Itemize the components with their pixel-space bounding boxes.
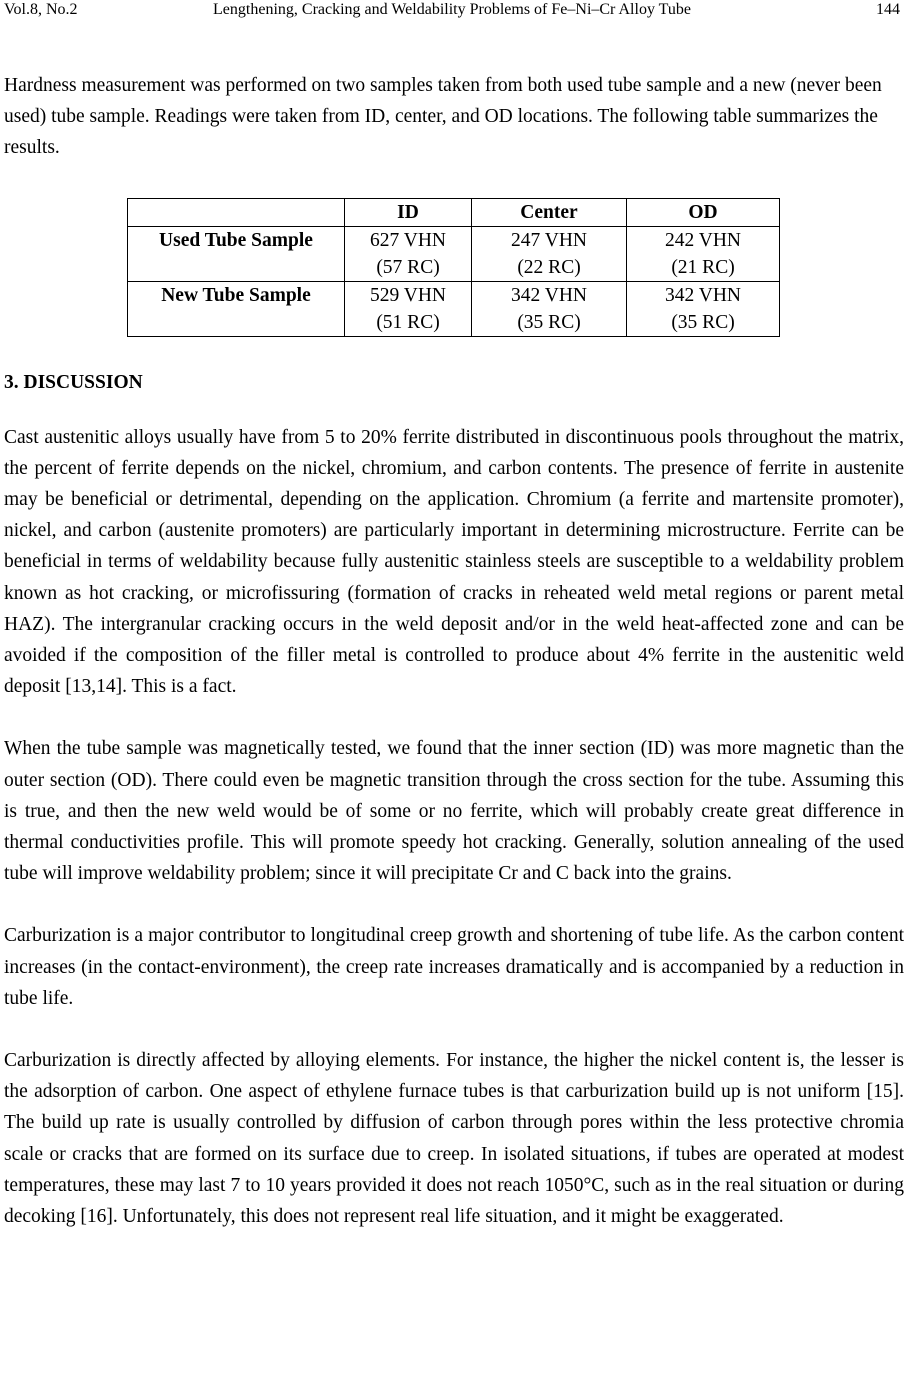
table-cell	[472, 226, 627, 281]
vhn-value: 342 VHN	[664, 284, 742, 306]
hardness-table	[127, 198, 780, 337]
table-header-cell	[128, 198, 345, 226]
table-cell	[627, 281, 780, 336]
vhn-value: 529 VHN	[369, 284, 447, 306]
vhn-value: 627 VHN	[369, 229, 447, 251]
body-paragraph: Cast austenitic alloys usually have from 5 to 20% ferrite distributed in discontinuous pools throughout the matrix, the percent of ferrite depends on the nickel, chromium, and carbon contents. The presence of ferrite in austenite may be beneficial or detrimental, depending on the application. Chromium (a ferrite and martensite promoter), nickel, and carbon (austenite promoters) are particularly important in determining microstructure. Ferrite can be beneficial in terms of weldability because fully austenitic stainless steels are susceptible to a weldability problem known as hot cracking, or microfissuring (formation of cracks in reheated weld metal regions or parent metal HAZ). The intergranular cracking occurs in the weld deposit and/or in the weld heat-affected zone and can be avoided if the composition of the filler metal is controlled to produce about 4% ferrite in the austenitic weld deposit [13,14]. This is a fact.	[4, 426, 904, 698]
rc-value: (57 RC)	[376, 256, 440, 278]
vhn-value: 242 VHN	[664, 229, 742, 251]
rc-value: (51 RC)	[376, 311, 440, 333]
rc-value: (35 RC)	[671, 311, 735, 333]
running-title: Lengthening, Cracking and Weldability Problems of Fe–Ni–Cr Alloy Tube	[213, 1, 691, 18]
vhn-value: 342 VHN	[510, 284, 588, 306]
table-cell	[345, 281, 472, 336]
body-paragraph: When the tube sample was magnetically tested, we found that the inner section (ID) was more magnetic than the outer section (OD). There could even be magnetic transition through the cross section for the tube. Assuming this is true, and then the new weld would be of some or no ferrite, which will probably create great difference in thermal conductivities profile. This will promote speedy hot cracking. Generally, solution annealing of the used tube will improve weldability problem; since it will precipitate Cr and C back into the grains.	[4, 738, 904, 885]
rc-value: (35 RC)	[517, 311, 581, 333]
table-row	[128, 226, 780, 281]
intro-paragraph: Hardness measurement was performed on two samples taken from both used tube sample and a new (never been used) tube sample. Readings were taken from ID, center, and OD locations. The following table summarizes the results.	[4, 75, 882, 159]
rc-value: (21 RC)	[671, 256, 735, 278]
page-number: 144	[876, 1, 900, 18]
vhn-value: 247 VHN	[510, 229, 588, 251]
table-cell	[627, 226, 780, 281]
body-paragraph: Carburization is directly affected by alloying elements. For instance, the higher the nickel content is, the lesser is the adsorption of carbon. One aspect of ethylene furnace tubes is that carburization build up is not uniform [15]. The build up rate is usually controlled by diffusion of carbon through pores within the less protective chromia scale or cracks that are formed on its surface due to creep. In isolated situations, if tubes are operated at modest temperatures, these may last 7 to 10 years provided it does not reach 1050°C, such as in the real situation or during decoking [16]. Unfortunately, this does not represent real life situation, and it might be exaggerated.	[4, 1050, 904, 1228]
table-header-cell: OD	[627, 198, 780, 226]
table-row	[128, 281, 780, 336]
journal-volume: Vol.8, No.2	[4, 1, 78, 18]
table-header-row	[128, 198, 780, 226]
section-heading: 3. DISCUSSION	[4, 371, 143, 393]
table-header-cell: Center	[472, 198, 627, 226]
running-header	[4, 0, 900, 22]
body-paragraph: Carburization is a major contributor to longitudinal creep growth and shortening of tube life. As the carbon content increases (in the contact-environment), the creep rate increases dramatically and is accompanied by a reduction in tube life.	[4, 925, 904, 1009]
table-cell	[472, 281, 627, 336]
article-body	[4, 70, 904, 1232]
table-cell	[345, 226, 472, 281]
table-header-cell: ID	[345, 198, 472, 226]
row-label: New Tube Sample	[128, 281, 345, 336]
row-label: Used Tube Sample	[128, 226, 345, 281]
rc-value: (22 RC)	[517, 256, 581, 278]
